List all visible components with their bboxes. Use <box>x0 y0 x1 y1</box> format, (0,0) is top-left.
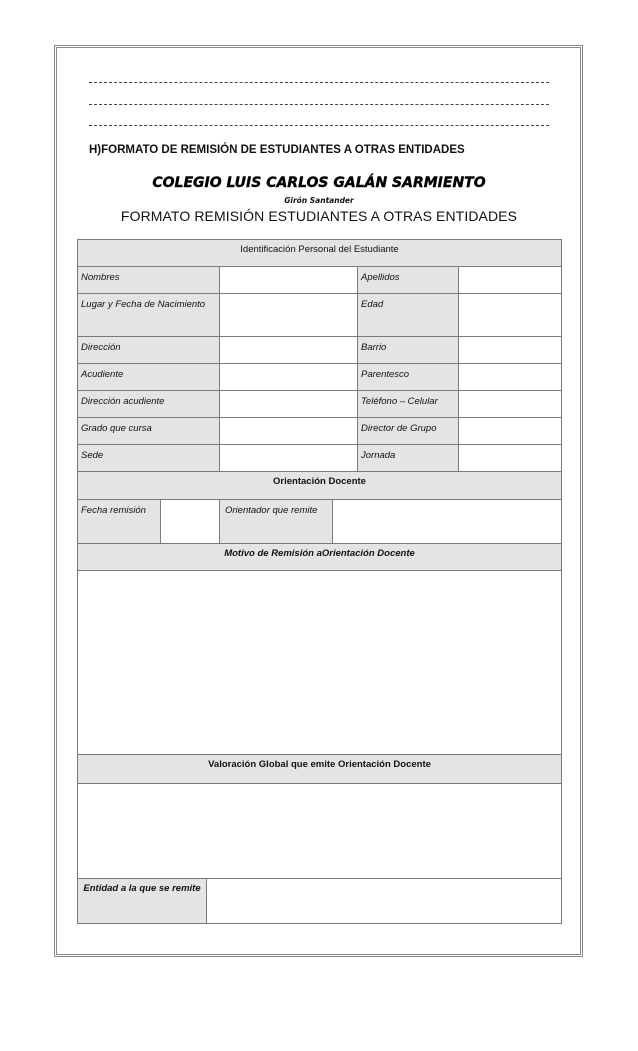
entidad-label: Entidad a la que se remite <box>77 878 207 924</box>
blank-line-1 <box>89 82 549 83</box>
edad-field[interactable] <box>458 293 562 337</box>
jornada-label: Jornada <box>357 444 459 472</box>
valoracion-area[interactable] <box>77 783 562 879</box>
motivo-header: Motivo de Remisión aOrientación Docente <box>77 543 562 571</box>
acudiente-field[interactable] <box>219 363 358 391</box>
grado-label: Grado que cursa <box>77 417 220 445</box>
barrio-label: Barrio <box>357 336 459 364</box>
acudiente-label: Acudiente <box>77 363 220 391</box>
direccion-label: Dirección <box>77 336 220 364</box>
telefono-field[interactable] <box>458 390 562 418</box>
fecha-remision-label: Fecha remisión <box>77 499 161 544</box>
jornada-field[interactable] <box>458 444 562 472</box>
director-label: Director de Grupo <box>357 417 459 445</box>
school-name: COLEGIO LUIS CARLOS GALÁN SARMIENTO <box>152 175 486 191</box>
orientador-label: Orientador que remite <box>219 499 333 544</box>
lugar-fecha-label: Lugar y Fecha de Nacimiento <box>77 293 220 337</box>
entidad-field[interactable] <box>206 878 562 924</box>
nombres-label: Nombres <box>77 266 220 294</box>
section-heading: H)FORMATO DE REMISIÓN DE ESTUDIANTES A OTRAS ENTIDADES <box>89 144 465 156</box>
identification-header: Identificación Personal del Estudiante <box>77 239 562 267</box>
apellidos-label: Apellidos <box>357 266 459 294</box>
direccion-field[interactable] <box>219 336 358 364</box>
sede-field[interactable] <box>219 444 358 472</box>
barrio-field[interactable] <box>458 336 562 364</box>
motivo-area[interactable] <box>77 570 562 755</box>
form-title: FORMATO REMISIÓN ESTUDIANTES A OTRAS ENTIDADES <box>120 208 518 224</box>
orientador-field[interactable] <box>332 499 562 544</box>
director-field[interactable] <box>458 417 562 445</box>
apellidos-field[interactable] <box>458 266 562 294</box>
nombres-field[interactable] <box>219 266 358 294</box>
orientation-header: Orientación Docente <box>77 471 562 500</box>
grado-field[interactable] <box>219 417 358 445</box>
blank-line-2 <box>89 104 549 105</box>
fecha-remision-field[interactable] <box>160 499 220 544</box>
blank-line-3 <box>89 125 549 126</box>
valoracion-header: Valoración Global que emite Orientación Docente <box>77 754 562 784</box>
direccion-acudiente-field[interactable] <box>219 390 358 418</box>
telefono-label: Teléfono – Celular <box>357 390 459 418</box>
edad-label: Edad <box>357 293 459 337</box>
lugar-fecha-field[interactable] <box>219 293 358 337</box>
sede-label: Sede <box>77 444 220 472</box>
parentesco-field[interactable] <box>458 363 562 391</box>
direccion-acudiente-label: Dirección acudiente <box>77 390 220 418</box>
parentesco-label: Parentesco <box>357 363 459 391</box>
school-city: Girón Santander <box>284 196 354 205</box>
